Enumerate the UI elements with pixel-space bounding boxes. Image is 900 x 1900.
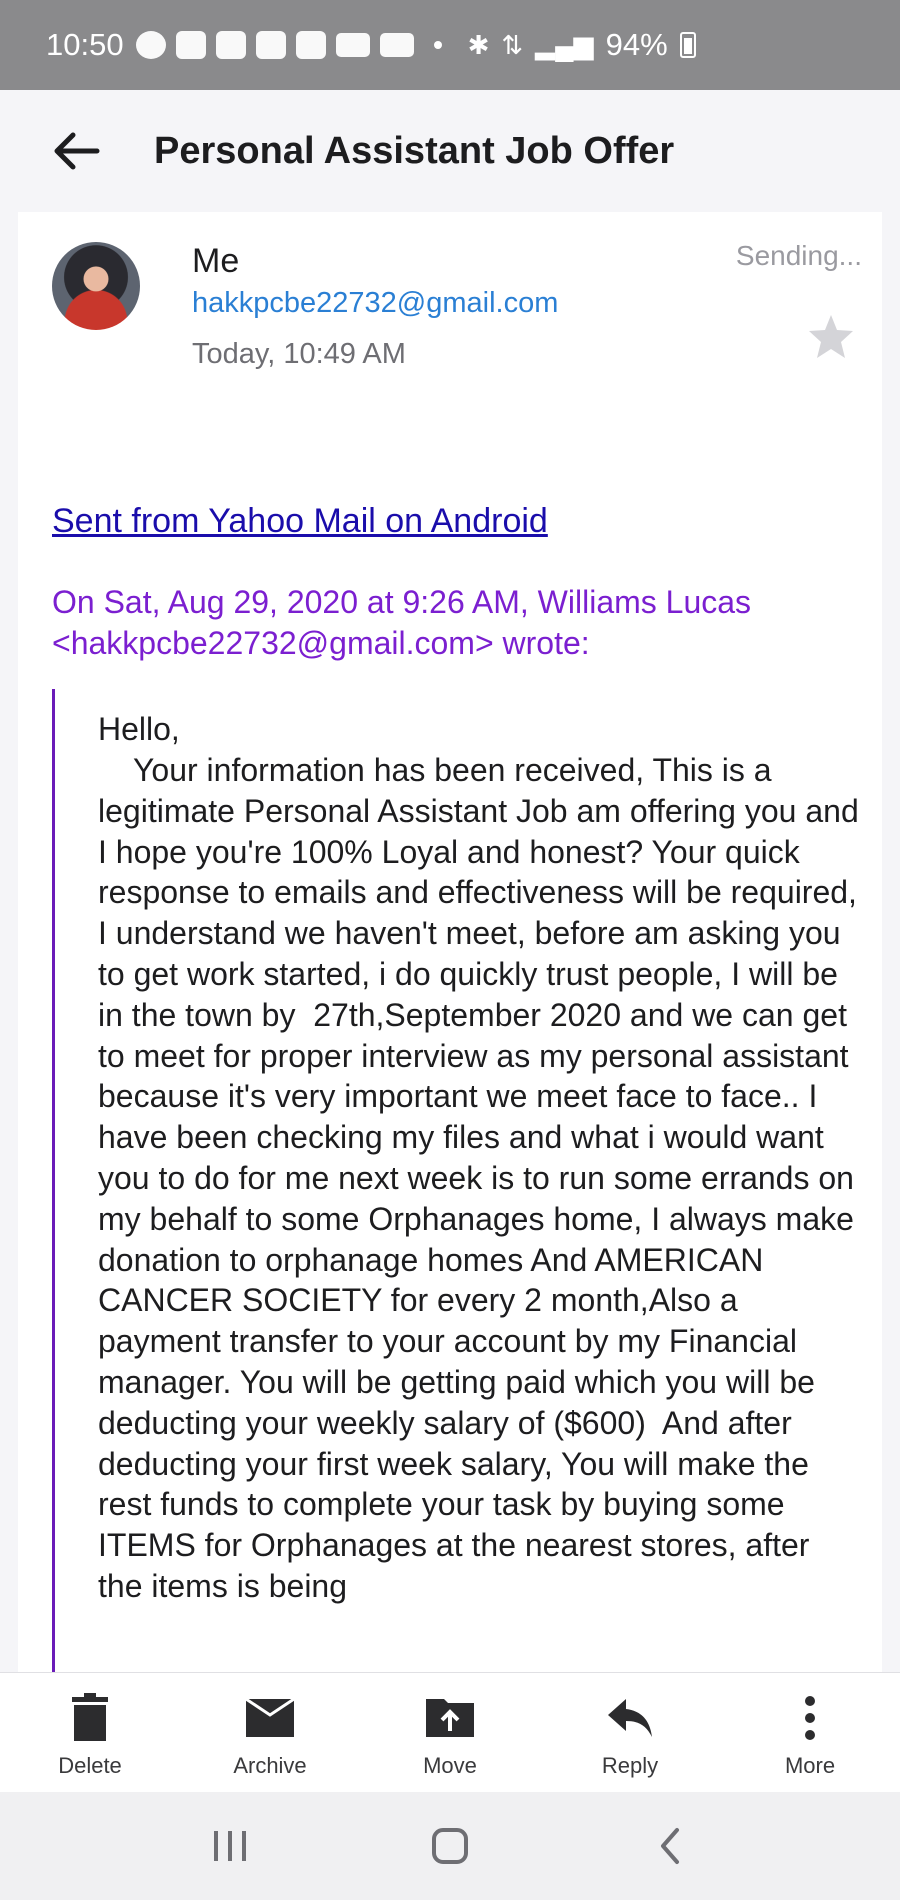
- quote-header-line: <hakkpcbe22732@gmail.com> wrote:: [52, 625, 590, 661]
- app-icon: [176, 31, 206, 59]
- archive-icon: [242, 1693, 298, 1743]
- avatar[interactable]: [52, 242, 140, 330]
- status-time: 10:50: [46, 27, 124, 62]
- system-icons: [468, 27, 696, 63]
- send-status: Sending...: [735, 240, 862, 271]
- back-arrow-icon: [51, 131, 101, 171]
- battery-icon: [680, 32, 696, 58]
- status-bar: [0, 0, 900, 90]
- recent-apps-button[interactable]: [190, 1816, 270, 1876]
- message-body: Your information has been received, This is a legitimate Personal Assistant Job am offering you and I hope you're 100% Loyal and honest? Your quick response to emails and effectiveness will be required, I understand we haven't meet, before am asking you to get work started, i do quickly trust people, I will be in the town by 27th,September 2020 and we can get to meet for proper interview as my personal assistant because it's very important we meet face to face.. I have been checking my files and what i would want you to do for me next week is to run some errands on my behalf to some Orphanages home, I always make donation to orphanage homes And AMERICAN CANCER SOCIETY for every 2 month,Also a payment transfer to your account by my Financial manager. You will be getting paid which you will be deducting your weekly salary of ($600) And after deducting your first week salary, You will make the rest funds to complete your task by buying some ITEMS for Orphanages at the nearest stores, after the items is being: [98, 752, 868, 1604]
- delete-button[interactable]: [0, 1673, 180, 1793]
- sender-name: Me: [192, 242, 240, 280]
- move-button[interactable]: [360, 1673, 540, 1793]
- archive-label: Archive: [233, 1753, 307, 1778]
- move-folder-icon: [422, 1693, 478, 1743]
- archive-button[interactable]: [180, 1673, 360, 1793]
- app-icon: [256, 31, 286, 59]
- notification-icons: [136, 31, 452, 59]
- bluetooth-icon: ✱: [467, 29, 490, 60]
- sender-email-link[interactable]: hakkpcbe22732@gmail.com: [192, 287, 559, 319]
- youtube-icon: [336, 33, 370, 57]
- message-header: [0, 90, 900, 212]
- delete-label: Delete: [58, 1753, 122, 1778]
- more-label: More: [784, 1753, 836, 1778]
- signal-icon: ▂▄▆: [535, 29, 594, 60]
- data-icon: ⇅: [501, 29, 524, 60]
- app-icon: [296, 31, 326, 59]
- quote-header: [52, 582, 852, 664]
- health-icon: [216, 31, 246, 59]
- reply-button[interactable]: [540, 1673, 720, 1793]
- navigation-bar: [0, 1792, 900, 1900]
- battery-percent: 94%: [605, 27, 668, 62]
- messenger-icon: [136, 31, 166, 59]
- more-vertical-icon: [782, 1693, 838, 1743]
- youtube-icon: [380, 33, 414, 57]
- nav-back-button[interactable]: [630, 1816, 710, 1876]
- more-button[interactable]: [720, 1673, 900, 1793]
- reply-label: Reply: [601, 1753, 659, 1778]
- reply-icon: [602, 1693, 658, 1743]
- sent-time: Today, 10:49 AM: [192, 338, 406, 370]
- recent-apps-icon: [210, 1829, 250, 1863]
- home-button[interactable]: [410, 1816, 490, 1876]
- trash-icon: [62, 1693, 118, 1743]
- greeting: Hello,: [98, 711, 180, 747]
- dot-icon: [434, 41, 442, 49]
- message-toolbar: [0, 1672, 900, 1792]
- signature-link[interactable]: Sent from Yahoo Mail on Android: [52, 502, 548, 540]
- back-button[interactable]: [36, 121, 116, 181]
- back-icon: [655, 1826, 685, 1866]
- home-icon: [430, 1826, 470, 1866]
- move-label: Move: [423, 1753, 477, 1778]
- star-icon[interactable]: [806, 312, 856, 362]
- quote-header-line: On Sat, Aug 29, 2020 at 9:26 AM, Williams Lucas: [52, 584, 752, 620]
- message-card: [18, 212, 882, 1672]
- page-title: Personal Assistant Job Offer: [154, 129, 675, 172]
- quoted-message: [52, 689, 868, 1672]
